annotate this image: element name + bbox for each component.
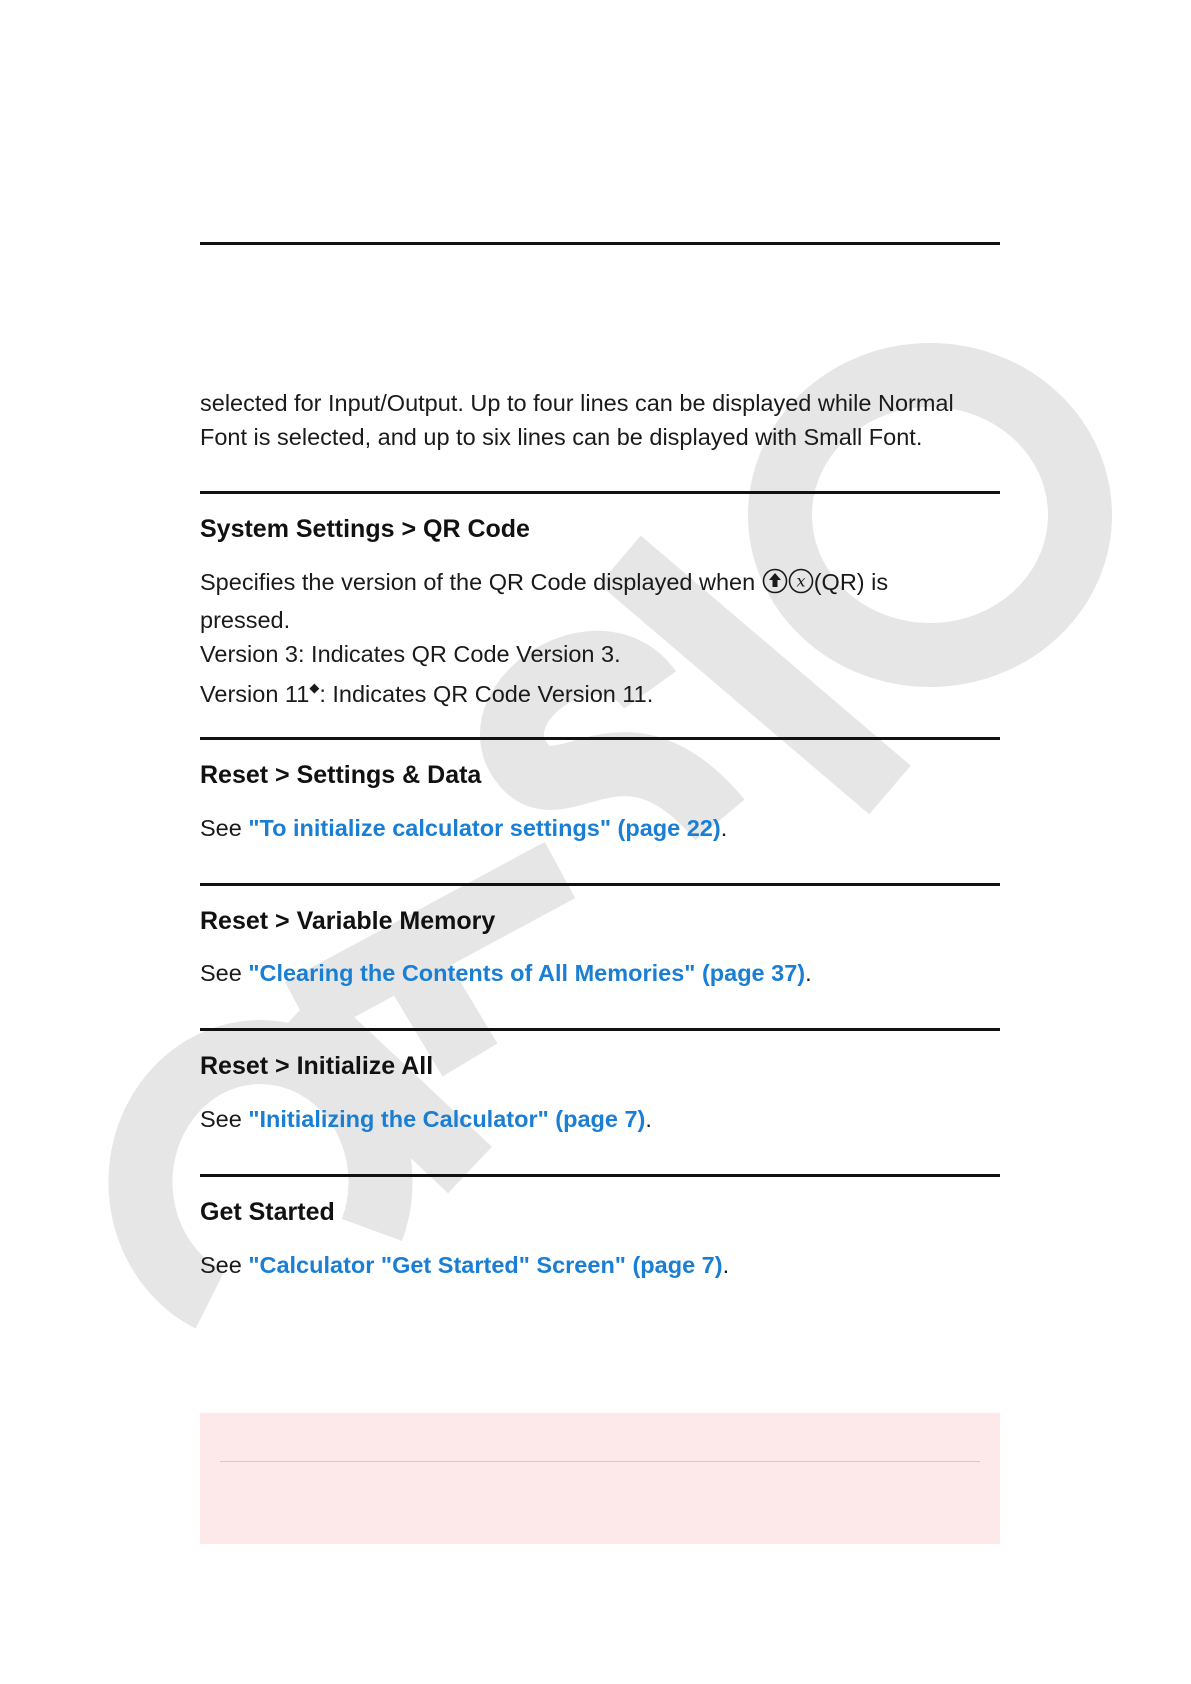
intro-paragraph (200, 386, 1000, 454)
heading-reset-initialize-all: Reset > Initialize All (200, 1052, 434, 1080)
top-divider (200, 242, 1000, 245)
link-get-started-screen[interactable]: "Calculator "Get Started" Screen" (page 7) (248, 1252, 723, 1278)
default-setting-mark: ◆ (309, 680, 320, 695)
heading-qr-code: System Settings > QR Code (200, 515, 530, 543)
intro-line-1: selected for Input/Output. Up to four lines can be displayed while Normal (200, 390, 954, 416)
see-settings-data: See "To initialize calculator settings" (page 22). (200, 815, 728, 841)
note-box (200, 1413, 1000, 1544)
heading-get-started: Get Started (200, 1198, 335, 1226)
qr-line-1: Specifies the version of the QR Code displayed when x (QR) is (200, 565, 1000, 603)
note-divider (220, 1461, 980, 1462)
qr-line-3: Version 3: Indicates QR Code Version 3. (200, 641, 621, 667)
link-initialize-settings[interactable]: "To initialize calculator settings" (page 22) (248, 815, 721, 841)
see-initialize-all: See "Initializing the Calculator" (page 7). (200, 1106, 652, 1132)
see-get-started: See "Calculator "Get Started" Screen" (page 7). (200, 1252, 730, 1278)
link-clearing-memories[interactable]: "Clearing the Contents of All Memories" (page 37) (248, 960, 806, 986)
intro-line-2: Font is selected, and up to six lines can be displayed with Small Font. (200, 424, 923, 450)
qr-line-4: Version 11◆: Indicates QR Code Version 11. (200, 680, 654, 707)
qr-line-2: pressed. (200, 607, 291, 633)
section-divider-qr (200, 491, 1000, 494)
section-divider-variable-memory (200, 883, 1000, 886)
section-divider-initialize-all (200, 1028, 1000, 1031)
heading-reset-settings-data: Reset > Settings & Data (200, 761, 482, 789)
link-initializing-calculator[interactable]: "Initializing the Calculator" (page 7) (248, 1106, 646, 1132)
variable-x-key-icon (788, 568, 814, 603)
see-variable-memory: See "Clearing the Contents of All Memories" (page 37). (200, 960, 812, 986)
svg-text:x: x (796, 571, 806, 591)
section-divider-get-started (200, 1174, 1000, 1177)
heading-reset-variable-memory: Reset > Variable Memory (200, 907, 496, 935)
shift-key-icon (762, 568, 788, 603)
section-divider-settings-data (200, 737, 1000, 740)
qr-code-description (200, 565, 1000, 711)
